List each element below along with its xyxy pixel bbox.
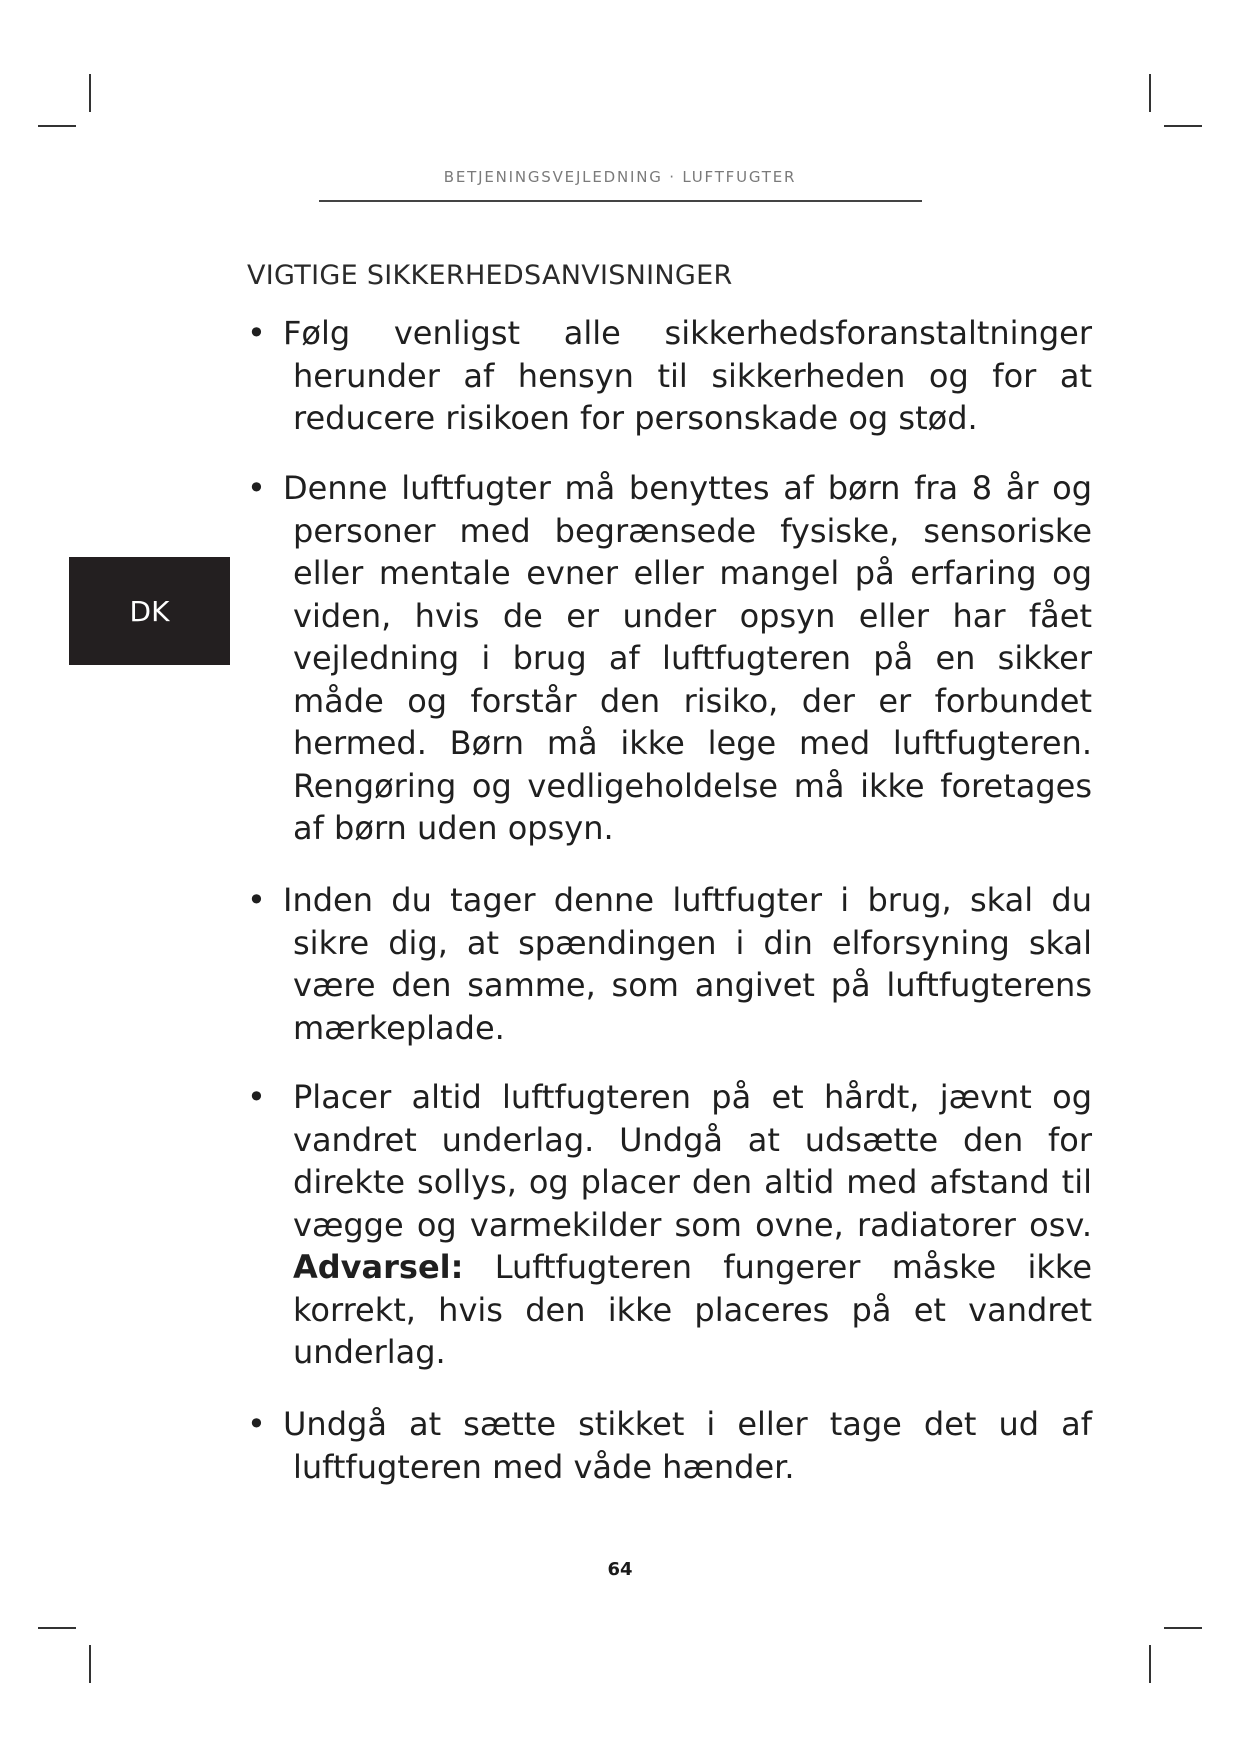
section-title: VIGTIGE SIKKERHEDSANVISNINGER (247, 260, 733, 291)
bullet-item (247, 312, 1092, 440)
running-header: BETJENINGSVEJLEDNING · LUFTFUGTER (443, 168, 797, 186)
bullet-item (247, 1403, 1092, 1488)
header-divider (319, 200, 922, 202)
bullet-item (247, 879, 1092, 1049)
bullet-icon: • (247, 314, 266, 352)
crop-mark (38, 125, 76, 127)
bullet-item (247, 467, 1092, 850)
bullet-item (247, 1076, 1092, 1374)
crop-mark (89, 74, 91, 112)
bullet-text-part: Luftfugteren fungerer måske ikke korrekt, hvis den ikke placeres på et vandret underlag. (293, 1248, 1093, 1371)
bullet-icon: • (247, 881, 266, 919)
bullet-icon: • (247, 1078, 266, 1116)
bullet-text (247, 1076, 1092, 1374)
crop-mark (1149, 1645, 1151, 1683)
bullet-text: Undgå at sætte stikket i eller tage det ud af luftfugteren med våde hænder. (283, 1405, 1092, 1486)
crop-mark (1149, 74, 1151, 112)
crop-mark (1164, 125, 1202, 127)
warning-label: Advarsel: (293, 1248, 464, 1286)
bullet-text: Denne luftfugter må benyttes af børn fra 8 år og personer med begrænsede fysiske, sensoriske eller mentale evner eller mangel på erfaring og viden, hvis de er under opsyn eller har fået vejledning i brug af luftfugteren på en sikker måde og forstår den risiko, der er forbundet hermed. Børn må ikke lege med luftfugteren. Rengøring og vedligeholdelse må ikke foretages af børn uden opsyn. (283, 469, 1092, 847)
crop-mark (38, 1627, 76, 1629)
bullet-text: Følg venligst alle sikkerhedsforanstaltninger herunder af hensyn til sikkerheden og for at reducere risikoen for personskade og stød. (283, 314, 1092, 437)
page-number: 64 (607, 1559, 633, 1580)
crop-mark (89, 1645, 91, 1683)
bullet-text: Inden du tager denne luftfugter i brug, skal du sikre dig, at spændingen i din elforsyning skal være den samme, som angivet på luftfugterens mærkeplade. (283, 881, 1092, 1047)
bullet-icon: • (247, 1405, 266, 1443)
crop-mark (1164, 1627, 1202, 1629)
bullet-text-part: Placer altid luftfugteren på et hårdt, jævnt og vandret underlag. Undgå at udsætte den for direkte sollys, og placer den altid med afstand til vægge og varmekilder som ovne, radiatorer osv. (293, 1078, 1092, 1244)
bullet-icon: • (247, 469, 266, 507)
language-tab: DK (69, 557, 230, 665)
